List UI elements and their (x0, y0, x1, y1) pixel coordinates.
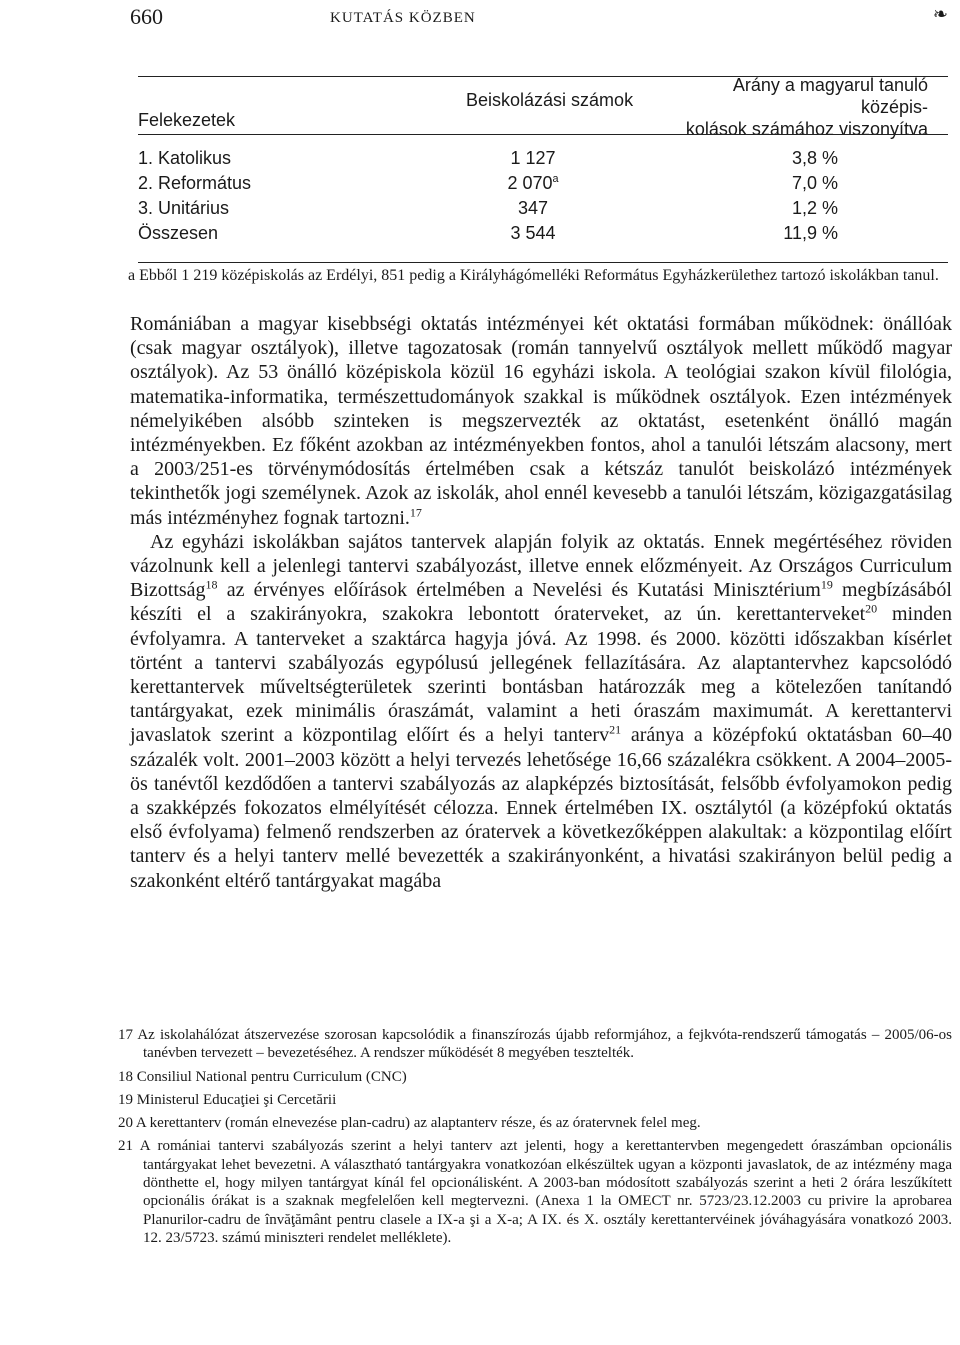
footnote-ref: 20 (865, 601, 878, 616)
row-ratio: 1,2 % (791, 198, 838, 218)
row-ratio: 3,8 % (791, 148, 838, 168)
row-denomination: 2. Református (138, 173, 252, 193)
paragraph: Romániában a magyar kisebbségi oktatás intézményei két oktatási formában működnek: önállóak (csak magyar osztályok), illetve tagozatosak (román tannyelvű osztályok mellett működő magyar osztályok). Az 53 önálló középiskola közül 16 egyházi iskola. A teológiai szakon kívül filológia, matematika-informatika, természettudományok szakkal is működnek osztályok. Ezen intézmények némelyikében alsóbb szinteken is megszervezték az oktatást, esetenként önálló magán intézményekben. Ez főként azokban az intézményekben fontos, ahol a tanulói létszám alacsony, mert a 2003/251-es törvénymódosítás értelmében csak a kétszáz tanulót beiskolázó intézmények tekinthetők jogi személynek. Azok az iskolák, ahol ennél kevesebb a tanulói létszám, közigazgatásilag más intézményhez fognak tartozni.$^{17}$ (130, 313, 952, 529)
table-row-total (138, 223, 948, 247)
ornament-icon: ❧ (932, 4, 948, 24)
row-ratio: 7,0 % (791, 173, 838, 193)
page-number: 660 (130, 4, 163, 29)
footnote: 18 Consiliul National pentru Curriculum (CNC) (118, 1068, 407, 1085)
row-count: 2 070$^a$ (507, 173, 559, 193)
footnotes (118, 1026, 952, 1252)
footnote-ref: 17 (409, 504, 422, 519)
table-header-enrollment: Beiskolázási számok (466, 90, 634, 110)
footnote: 19 Ministerul Educaţiei şi Cercetării (118, 1091, 337, 1108)
table-header-rule (138, 134, 948, 135)
paragraph: Az egyházi iskolákban sajátos tantervek alapján folyik az oktatás. Ennek megértéséhez röviden vázolnunk kell a jelenlegi tantervi szabályozást, illetve ennek előzményeit. Az Országos Curriculum Bizottság$^{18}$ az érvényes előírások értelmében a Nevelési és Kutatási Minisztérium$^{19}$ megbízásából készíti el a szakirányokra, szakokra lebontott óraterveket, az ún. kerettanterveket$^{20}$ minden évfolyamra. A tanterveket a szaktárca hagyja jóvá. Az 1998. és 2000. közötti időszakban kísérlet történt a tantervi szabályozás egypólusú jellegének fellazítására. Az alaptantervhez kapcsolódó kerettantervek műveltségterületek szerinti bontásban határozzák meg a kötelezően tanítandó tantárgyakat, ezek minimális óraszámát, valamint a heti óraszám maximumát. A kerettantervi javaslatok szerint a központilag előírt és a helyi tanterv$^{21}$ aránya a középfokú oktatásban 60–40 százalék volt. 2001–2003 között a helyi tervezés lehetősége 16,66 százalékra csökkent. A 2004–2005-ös tanévtől kezdődően a tantervi szabályozás az alapképzés biztosítását, felsőbb évfolyamokon pedig a szakképzés fokozatos elmélyítését célozza. Ennek értelmében IX. osztálytól (a középfokú oktatás első évfolyama) felmenő rendszerben az óratervek a következőképpen alakultak: a központilag előírt tanterv és a helyi tanterv mellé bevezették a szakirányonként, a hivatási szakirányon belül pedig a szakonként eltérő tantárgyakat magába (130, 530, 953, 892)
table-row (138, 198, 948, 222)
body-text (130, 312, 952, 893)
footnote-ref: 19 (820, 577, 833, 592)
row-denomination: 1. Katolikus (138, 148, 232, 168)
footnote-ref: 18 (205, 577, 218, 592)
table-row (138, 148, 948, 172)
table-header-ratio: Arány a magyarul tanuló középis- kolások számához viszonyítva (685, 75, 928, 139)
row-denomination: Összesen (138, 223, 219, 243)
footnote: 21 A romániai tantervi szabályozás szerint a helyi tanterv azt jelenti, hogy a kerettantervben megengedett óraszámban opcionális tantárgyakat lehet bevezetni. A választható tantárgyakra vonatkozóan elkészültek ugyan a központi javaslatok, de az intézmény maga dönthette el, hogy milyen tantárgyat kínál fel opcionálisként. A 2003-ban módosított szabályozás szerint a heti 2 órára leszűkített opcionális órákat is a szaknak megfelelően kell megtervezni. (Anexa 1 la OMECT nr. 5723/23.12.2003 cu privire la aprobarea Planurilor-cadru de învăţământ pentru clasele a IX-a şi a X-a; A IX. és X. osztály kerettantervéinek jóváhagyására vonatkozó 2003. 12. 23/5723. számú miniszteri rendelet melléklete). (118, 1138, 952, 1246)
footnote-marker: a (552, 173, 559, 185)
footnote-ref: 21 (609, 722, 622, 737)
table-bottom-rule (138, 262, 948, 263)
row-ratio: 11,9 % (783, 223, 838, 243)
row-count: 347 (517, 198, 549, 218)
row-count: 3 544 (510, 223, 556, 243)
footnote: 17 Az iskolahálózat átszervezése szorosan kapcsolódik a finanszírozás újabb reformjához, a fejkvóta-rendszerű támogatás – 2005/06-os tanévben tervezett – bevezetéséhez. A rendszer működését 8 megyében tesztelték. (118, 1027, 952, 1062)
running-title: KUTATÁS KÖZBEN (330, 10, 476, 26)
table-note: a Ebből 1 219 középiskolás az Erdélyi, 851 pedig a Királyhágómelléki Református Egyházkerülethez tartozó iskolákban tanul. (128, 267, 939, 284)
table-row (138, 173, 948, 197)
page-header (130, 4, 950, 28)
row-count: 1 127 (510, 148, 556, 168)
row-denomination: 3. Unitárius (138, 198, 230, 218)
table-header-denomination: Felekezetek (138, 110, 236, 130)
footnote: 20 A kerettanterv (román elnevezése plan-cadru) az alaptanterv része, és az óratervnek felel meg. (118, 1115, 701, 1132)
